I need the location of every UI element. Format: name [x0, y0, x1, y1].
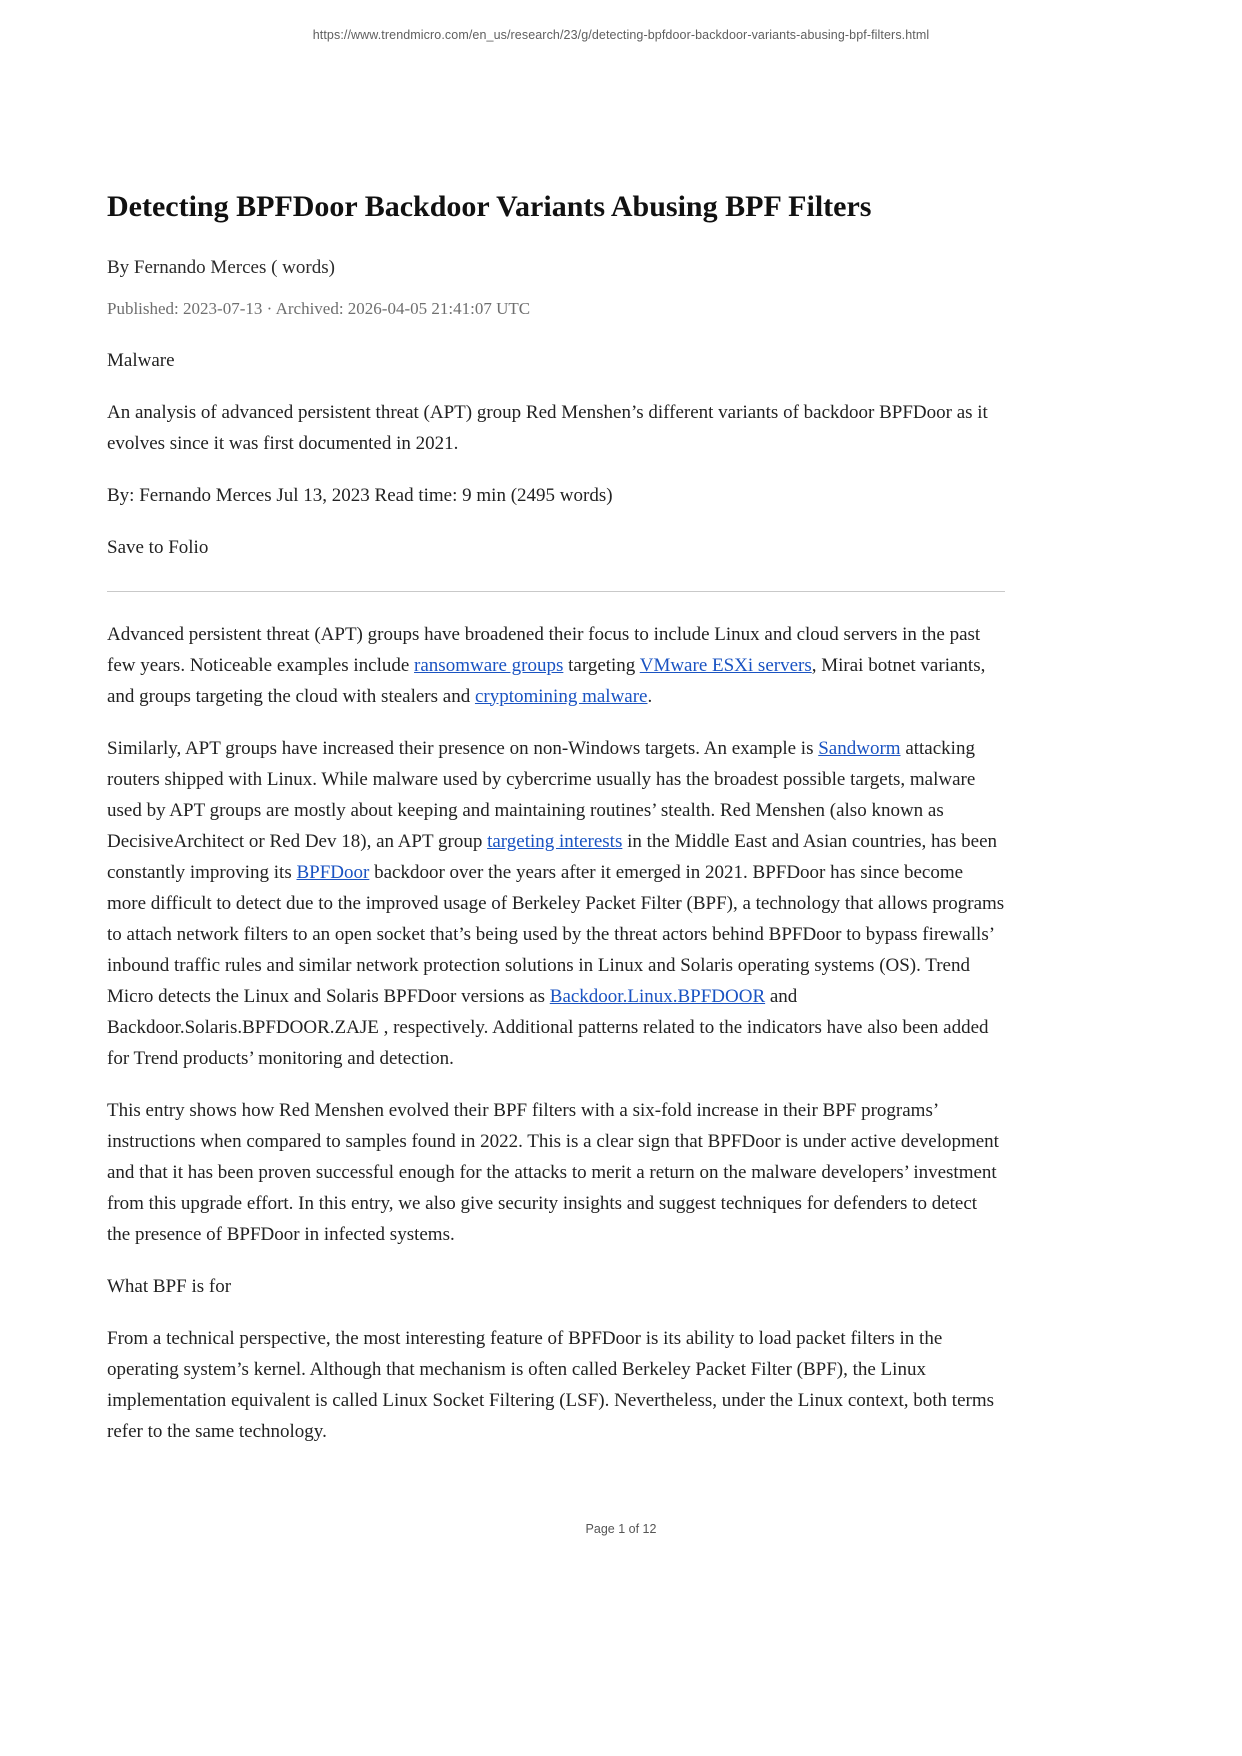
body-paragraph	[107, 733, 1005, 1074]
text-run: From a technical perspective, the most interesting feature of BPFDoor is its ability to load packet filters in the operating system’s kernel. Although that mechanism is often called Berkeley Packet Filter (BPF), the Linux implementation equivalent is called Linux Socket Filtering (LSF). Nevertheless, under the Linux context, both terms refer to the same technology.	[107, 1327, 994, 1442]
text-run: in the Middle East and Asian countries, has been constantly improving its	[107, 830, 997, 883]
inline-link[interactable]: VMware ESXi servers	[639, 654, 812, 676]
body-paragraph	[107, 1095, 1005, 1250]
text-run: backdoor over the years after it emerged in 2021. BPFDoor has since become more difficult to detect due to the improved usage of Berkeley Packet Filter (BPF), a technology that allows programs to attach network filters to an open socket that’s being used by the threat actors behind BPFDoor to bypass firewalls’ inbound traffic rules and similar network protection solutions in Linux and Solaris operating systems (OS). Trend Micro detects the Linux and Solaris BPFDoor versions as	[107, 861, 1005, 1007]
text-run: Similarly, APT groups have increased their presence on non-Windows targets. An example is	[107, 737, 819, 759]
inline-link[interactable]: targeting interests	[487, 830, 623, 852]
article-category-label: Malware	[107, 349, 175, 371]
text-run: targeting	[563, 654, 640, 676]
body-paragraph	[107, 619, 1005, 712]
article-summary: An analysis of advanced persistent threat (APT) group Red Menshen’s different variants of backdoor BPFDoor as it evolves since it was first documented in 2021.	[107, 401, 988, 454]
article-title: Detecting BPFDoor Backdoor Variants Abusing BPF Filters	[107, 190, 872, 223]
inline-link[interactable]: Backdoor.Linux.BPFDOOR	[549, 985, 766, 1007]
save-to-folio-link[interactable]: Save to Folio	[107, 536, 209, 558]
text-run: This entry shows how Red Menshen evolved their BPF filters with a six-fold increase in their BPF programs’ instructions when compared to samples found in 2022. This is a clear sign that BPFDoor is under active development and that it has been proven successful enough for the attacks to merit a return on the malware developers’ investment from this upgrade effort. In this entry, we also give security insights and suggest techniques for defenders to detect the presence of BPFDoor in infected systems.	[107, 1099, 999, 1245]
inline-link[interactable]: Sandworm	[818, 737, 901, 759]
text-run: What BPF is for	[107, 1275, 232, 1297]
divider-rule	[107, 591, 1005, 592]
text-run: attacking routers shipped with Linux. While malware used by cybercrime usually has the broadest possible targets, malware used by APT groups are mostly about keeping and maintaining routines’ stealth. Red Menshen (also known as DecisiveArchitect or Red Dev 18), an APT group	[107, 737, 976, 852]
page-number: Page 1 of 12	[585, 1522, 657, 1536]
text-run: , Mirai botnet variants, and groups targeting the cloud with stealers and	[107, 654, 986, 707]
article	[107, 190, 1005, 1468]
inline-link[interactable]: BPFDoor	[296, 861, 370, 883]
text-run: Advanced persistent threat (APT) groups have broadened their focus to include Linux and cloud servers in the past few years. Noticeable examples include	[107, 623, 981, 676]
section-heading	[107, 1271, 1005, 1302]
inline-link[interactable]: ransomware groups	[414, 654, 564, 676]
article-meta-line: By: Fernando Merces Jul 13, 2023 Read time: 9 min (2495 words)	[107, 484, 613, 506]
text-run: .	[647, 685, 653, 707]
article-byline: By Fernando Merces ( words)	[107, 256, 335, 278]
text-run: and Backdoor.Solaris.BPFDOOR.ZAJE , respectively. Additional patterns related to the indicators have also been added for Trend products’ monitoring and detection.	[107, 985, 989, 1069]
inline-link[interactable]: cryptomining malware	[474, 685, 648, 707]
published-archived-line: Published: 2023-07-13 · Archived: 2026-04-05 21:41:07 UTC	[107, 298, 531, 318]
article-body	[107, 619, 1005, 1447]
body-paragraph	[107, 1323, 1005, 1447]
print-header-url: https://www.trendmicro.com/en_us/research/23/g/detecting-bpfdoor-backdoor-variants-abusing-bpf-filters.html	[312, 28, 930, 42]
